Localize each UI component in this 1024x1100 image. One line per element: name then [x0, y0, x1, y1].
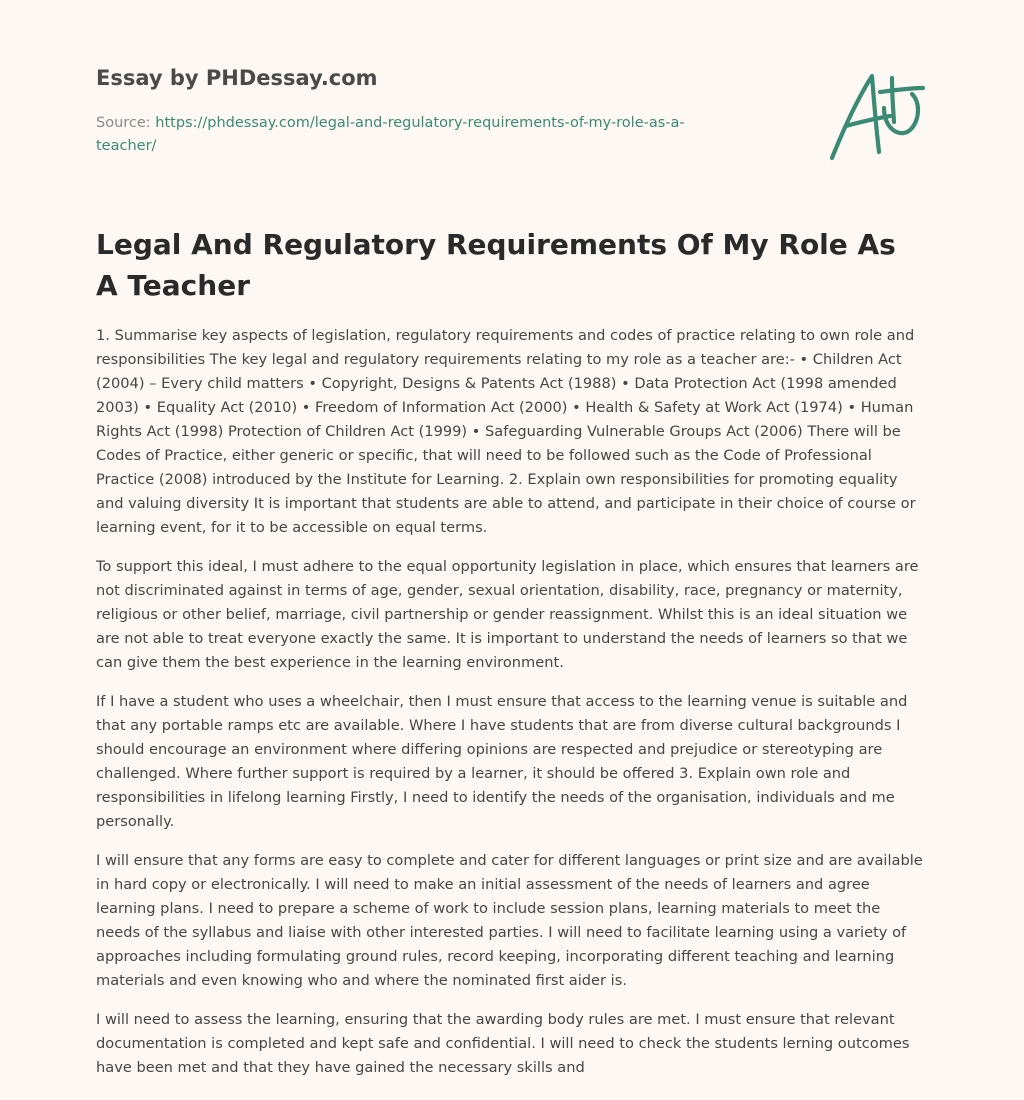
essay-body [96, 324, 926, 1095]
source-label: Source: [96, 115, 156, 131]
source-line [96, 112, 716, 158]
paragraph: To support this ideal, I must adhere to the equal opportunity legislation in place, which ensures that learners are not discriminated against in terms of age, gender, sexual orientation, disability, race, pregnancy or maternity, religious or other belief, marriage, civil partnership or gender reassignment. Whilst this is an ideal situation we are not able to treat everyone exactly the same. It is important to understand the needs of learners so that we can give them the best experience in the learning environment. [96, 558, 919, 671]
paragraph: I will need to assess the learning, ensuring that the awarding body rules are met. I must ensure that relevant documentation is completed and kept safe and confidential. I will need to check the students lerning outcomes have been met and that they have gained the necessary skills and [96, 1011, 910, 1076]
a-plus-logo-icon [826, 64, 931, 164]
source-link[interactable]: https://phdessay.com/legal-and-regulatory-requirements-of-my-role-as-a-teacher/ [96, 115, 685, 154]
paragraph: 1. Summarise key aspects of legislation, regulatory requirements and codes of practice relating to own role and responsibilities The key legal and regulatory requirements relating to my role as a teacher are:- • Children Act (2004) – Every child matters • Copyright, Designs & Patents Act (1988) • Data Protection Act (1998 amended 2003) • Equality Act (2010) • Freedom of Information Act (2000) • Health & Safety at Work Act (1974) • Human Rights Act (1998) Protection of Children Act (1999) • Safeguarding Vulnerable Groups Act (2006) There will be Codes of Practice, either generic or specific, that will need to be followed such as the Code of Professional Practice (2008) introduced by the Institute for Learning. 2. Explain own responsibilities for promoting equality and valuing diversity It is important that students are able to attend, and participate in their choice of course or learning event, for it to be accessible on equal terms. [96, 327, 916, 536]
page-title: Legal And Regulatory Requirements Of My Role As A Teacher [96, 228, 896, 302]
paragraph: I will ensure that any forms are easy to complete and cater for different languages or print size and are available in hard copy or electronically. I will need to make an initial assessment of the needs of learners and agree learning plans. I need to prepare a scheme of work to include session plans, learning materials to meet the needs of the syllabus and liaise with other interested parties. I will need to facilitate learning using a variety of approaches including formulating ground rules, record keeping, incorporating different teaching and learning materials and even knowing who and where the nominated first aider is. [96, 852, 923, 989]
paragraph: If I have a student who uses a wheelchair, then I must ensure that access to the learning venue is suitable and that any portable ramps etc are available. Where I have students that are from diverse cultural backgrounds I should encourage an environment where differing opinions are respected and prejudice or stereotyping are challenged. Where further support is required by a learner, it should be offered 3. Explain own role and responsibilities in lifelong learning Firstly, I need to identify the needs of the organisation, individuals and me personally. [96, 693, 908, 830]
site-brand[interactable]: Essay by PHDessay.com [96, 66, 378, 90]
